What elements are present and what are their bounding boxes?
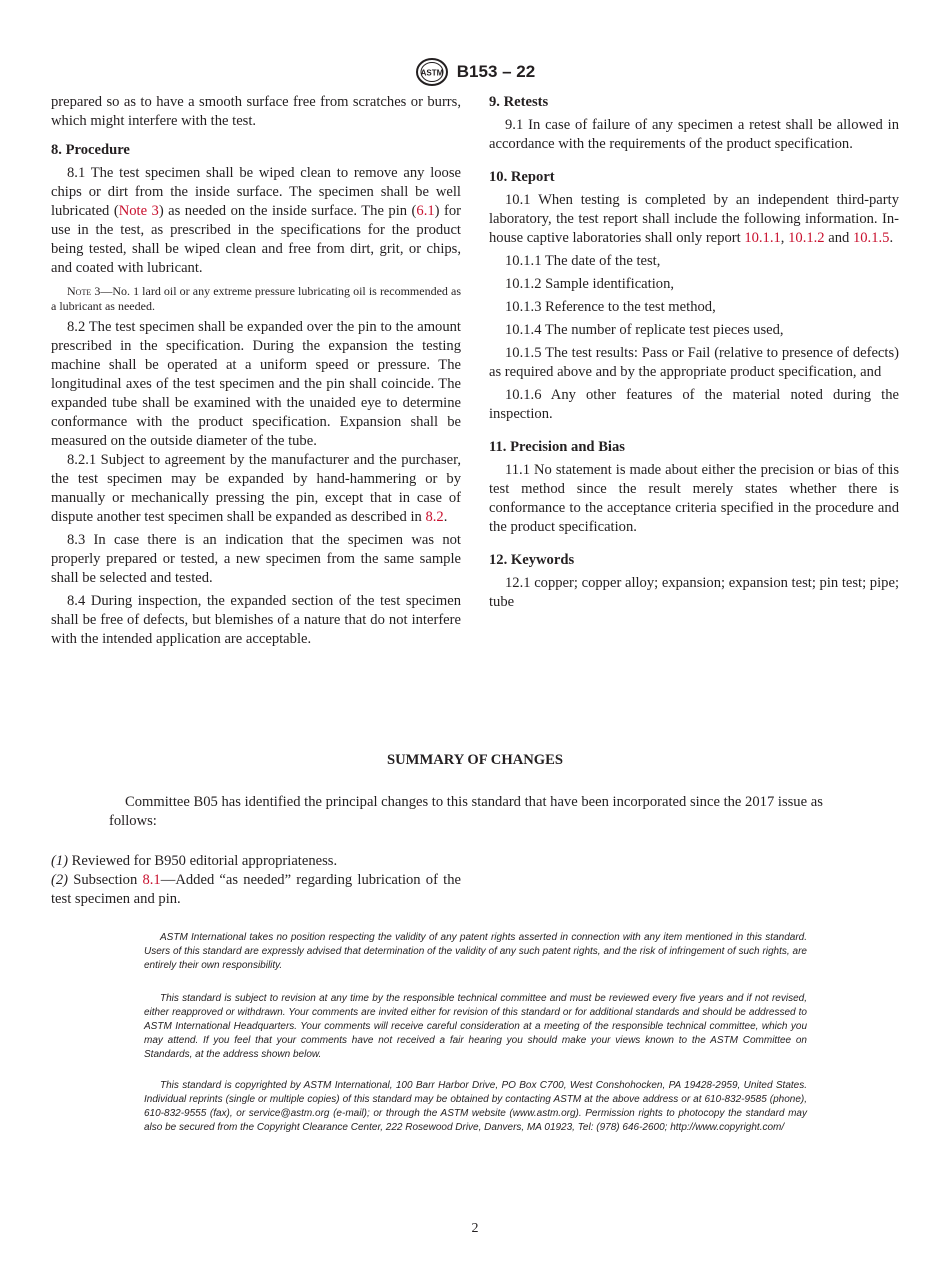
paragraph-10-1-4: 10.1.4 The number of replicate test pieces used, [505, 322, 784, 338]
paragraph-10-1: 10.1 When testing is completed by an independent third-party laboratory, the test report shall include the following information. In-house captive laboratories shall only report 10.1.1, 10.1.2 and 10.1.5. [489, 192, 899, 246]
paragraph-8-4: 8.4 During inspection, the expanded section of the test specimen shall be free of defects, but blemishes of a nature that do not interfere with the intended application are acceptable. [51, 593, 461, 647]
section-9-heading: 9. Retests [489, 94, 549, 110]
section-12-heading: 12. Keywords [489, 552, 575, 568]
svg-text:ASTM: ASTM [420, 68, 444, 78]
paragraph-11-1: 11.1 No statement is made about either the precision or bias of this test method since the result merely states whether there is conformance to the acceptance criteria specified in the procedure and the product specification. [489, 462, 899, 535]
patent-disclaimer: ASTM International takes no position respecting the validity of any patent rights asserted in connection with any item mentioned in this standard. Users of this standard are expressly advised that determination of the validity of any such patent rights, and the risk of infringement of such rights, are entirely their own responsibility. [144, 932, 807, 971]
right-column [489, 93, 899, 612]
summary-intro: Committee B05 has identified the principal changes to this standard that have been incorporated since the 2017 issue as follows: [109, 794, 823, 829]
changes-list [51, 852, 461, 909]
document-designation: B153 – 22 [456, 62, 536, 81]
paragraph-8-2: 8.2 The test specimen shall be expanded over the pin to the amount prescribed in the specification. During the expansion the testing machine shall be operated at a uniform speed or pressure. The longitudinal axes of the test specimen and the pin shall coincide. The expanded tube shall be examined with the unaided eye to determine conformance with the product specification. Expansion shall be measured on the outside diameter of the tube. [51, 319, 461, 449]
section-8-2-link[interactable]: 8.2 [425, 509, 444, 525]
paragraph-10-1-2: 10.1.2 Sample identification, [505, 276, 675, 292]
paragraph-8-2-1: 8.2.1 Subject to agreement by the manufacturer and the purchaser, the test specimen may be expanded by hand-hammering or by manually or mechanically pressing the pin, except that in case of dispute another test specimen shall be expanded as described in 8.2. [51, 452, 461, 525]
paragraph-continuation: prepared so as to have a smooth surface free from scratches or burrs, which might interfere with the test. [51, 94, 461, 129]
astm-logo-icon [415, 57, 449, 87]
paragraph-8-3: 8.3 In case there is an indication that the specimen was not properly prepared or tested, a new specimen from the same sample shall be selected and tested. [51, 532, 461, 586]
section-6-1-link[interactable]: 6.1 [416, 203, 435, 219]
note-3-link[interactable]: Note 3 [118, 203, 159, 219]
section-10-1-1-link[interactable]: 10.1.1 [744, 230, 781, 246]
note-3: Note 3—No. 1 lard oil or any extreme pressure lubricating oil is recommended as a lubricant as needed. [51, 284, 461, 313]
change-item-1: (1) Reviewed for B950 editorial appropriateness. [51, 853, 338, 869]
section-10-heading: 10. Report [489, 169, 555, 185]
section-8-heading: 8. Procedure [51, 142, 130, 158]
revision-notice: This standard is subject to revision at any time by the responsible technical committee and must be reviewed every five years and if not revised, either reapproved or withdrawn. Your comments are invited either for revision of this standard or for additional standards and should be addressed to ASTM International Headquarters. Your comments will receive careful consideration at a meeting of the responsible technical committee, which you may attend. If you feel that your comments have not received a fair hearing you should make your views known to the ASTM Committee on Standards, at the address shown below. [144, 993, 807, 1060]
section-10-1-5-link[interactable]: 10.1.5 [852, 230, 890, 246]
paragraph-10-1-5: 10.1.5 The test results: Pass or Fail (relative to presence of defects) as required above and by the appropriate product specification, and [489, 345, 899, 380]
page-number: 2 [471, 1221, 479, 1236]
paragraph-10-1-1: 10.1.1 The date of the test, [505, 253, 661, 269]
section-10-1-2-link[interactable]: 10.1.2 [788, 230, 825, 246]
left-column [51, 93, 461, 649]
paragraph-12-1: 12.1 copper; copper alloy; expansion; expansion test; pin test; pipe; tube [489, 575, 899, 610]
section-8-1-link[interactable]: 8.1 [142, 872, 161, 888]
page-header [0, 57, 950, 87]
summary-of-changes-heading: SUMMARY OF CHANGES [387, 752, 563, 768]
paragraph-10-1-6: 10.1.6 Any other features of the material noted during the inspection. [489, 387, 899, 422]
change-item-2: (2) Subsection 8.1—Added “as needed” regarding lubrication of the test specimen and pin. [51, 872, 461, 907]
section-11-heading: 11. Precision and Bias [489, 439, 625, 455]
paragraph-8-1: 8.1 The test specimen shall be wiped clean to remove any loose chips or dirt from the inside surface. The specimen shall be well lubricated (Note 3) as needed on the inside surface. The pin (6.1) for use in the test, as prescribed in the specifications for the product being tested, shall be wiped clean and free from dirt, grit, or chips, and coated with lubricant. [51, 165, 461, 276]
paragraph-9-1: 9.1 In case of failure of any specimen a retest shall be allowed in accordance with the requirements of the product specification. [489, 117, 899, 152]
paragraph-10-1-3: 10.1.3 Reference to the test method, [505, 299, 716, 315]
copyright-notice: This standard is copyrighted by ASTM International, 100 Barr Harbor Drive, PO Box C700, West Conshohocken, PA 19428-2959, United States. Individual reprints (single or multiple copies) of this standard may be obtained by contacting ASTM at the above address or at 610-832-9585 (phone), 610-832-9555 (fax), or service@astm.org (e-mail); or through the ASTM website (www.astm.org). Permission rights to photocopy the standard may also be secured from the Copyright Clearance Center, 222 Rosewood Drive, Danvers, MA 01923, Tel: (978) 646-2600; http://www.copyright.com/ [144, 1080, 807, 1133]
